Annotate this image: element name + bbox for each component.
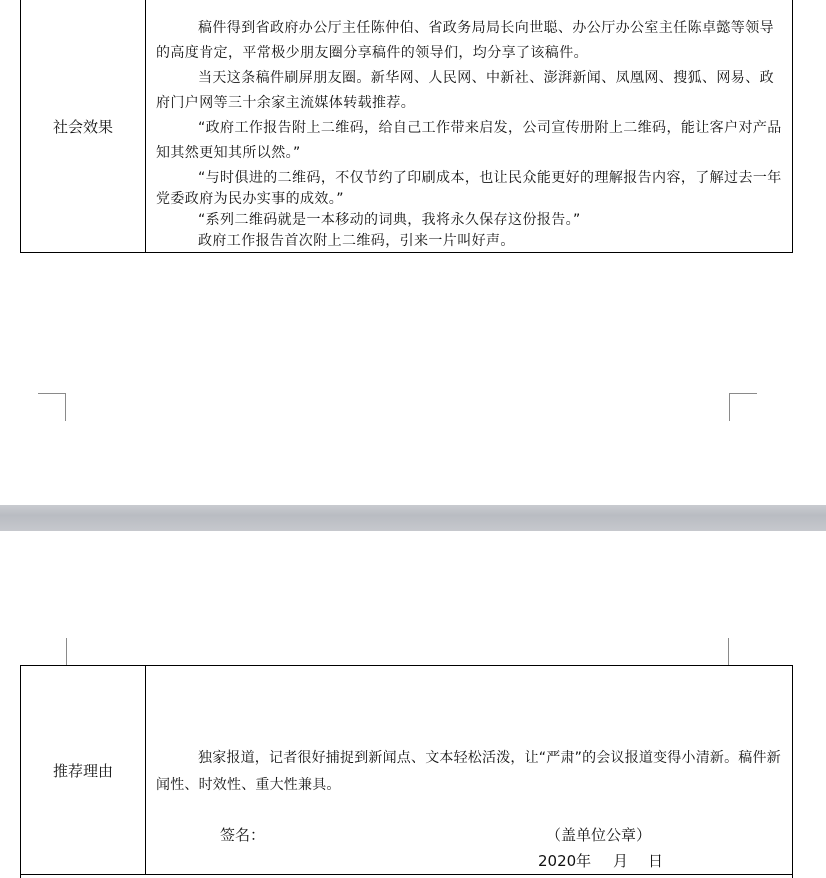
crop-mark-right: [729, 393, 757, 421]
effect-paragraph-6: 政府工作报告首次附上二维码，引来一片叫好声。: [198, 233, 515, 249]
social-effect-content: [146, 0, 793, 253]
crop-mark-left: [38, 393, 66, 421]
effect-paragraph-1: 稿件得到省政府办公厅主任陈仲伯、省政务局局长向世聪、办公厅办公室主任陈卓懿等领导的高度肯定，平常极少朋友圈分享稿件的领导们，均分享了该稿件。: [156, 20, 774, 61]
effect-paragraph-3: “政府工作报告附上二维码，给自己工作带来启发，公司宣传册附上二维码，能让客户对产品知其然更知其所以然。”: [156, 120, 782, 161]
crop-mark-lower-right: [728, 638, 729, 665]
recommendation-content: [146, 666, 793, 875]
social-effect-label: 社会效果: [21, 0, 146, 253]
date-year: 2020年: [538, 852, 592, 870]
recommendation-label: 推荐理由: [21, 666, 146, 875]
recommendation-table: [20, 665, 793, 875]
date-month: 月: [613, 852, 629, 870]
date-day: 日: [648, 852, 664, 870]
effect-paragraph-4: “与时俱进的二维码，不仅节约了印刷成本，也让民众能更好的理解报告内容，了解过去一年党委政府为民办实事的成效。”: [156, 170, 782, 207]
recommendation-text: 独家报道，记者很好捕捉到新闻点、文本轻松活泼，让“严肃”的会议报道变得小清新。稿件新闻性、时效性、重大性兼具。: [156, 750, 781, 793]
effect-paragraph-5: “系列二维码就是一本移动的词典，我将永久保存这份报告。”: [198, 212, 581, 228]
document-page-lower: [0, 531, 826, 878]
effect-paragraph-2: 当天这条稿件刷屏朋友圈。新华网、人民网、中新社、澎湃新闻、凤凰网、搜狐、网易、政府门户网等三十余家主流媒体转载推荐。: [156, 70, 774, 111]
crop-mark-lower-left: [66, 638, 67, 665]
signature-label: 签名：: [220, 826, 266, 844]
page-separator: [0, 505, 826, 531]
social-effect-table: [20, 0, 793, 253]
seal-label: （盖单位公章）: [546, 826, 652, 844]
